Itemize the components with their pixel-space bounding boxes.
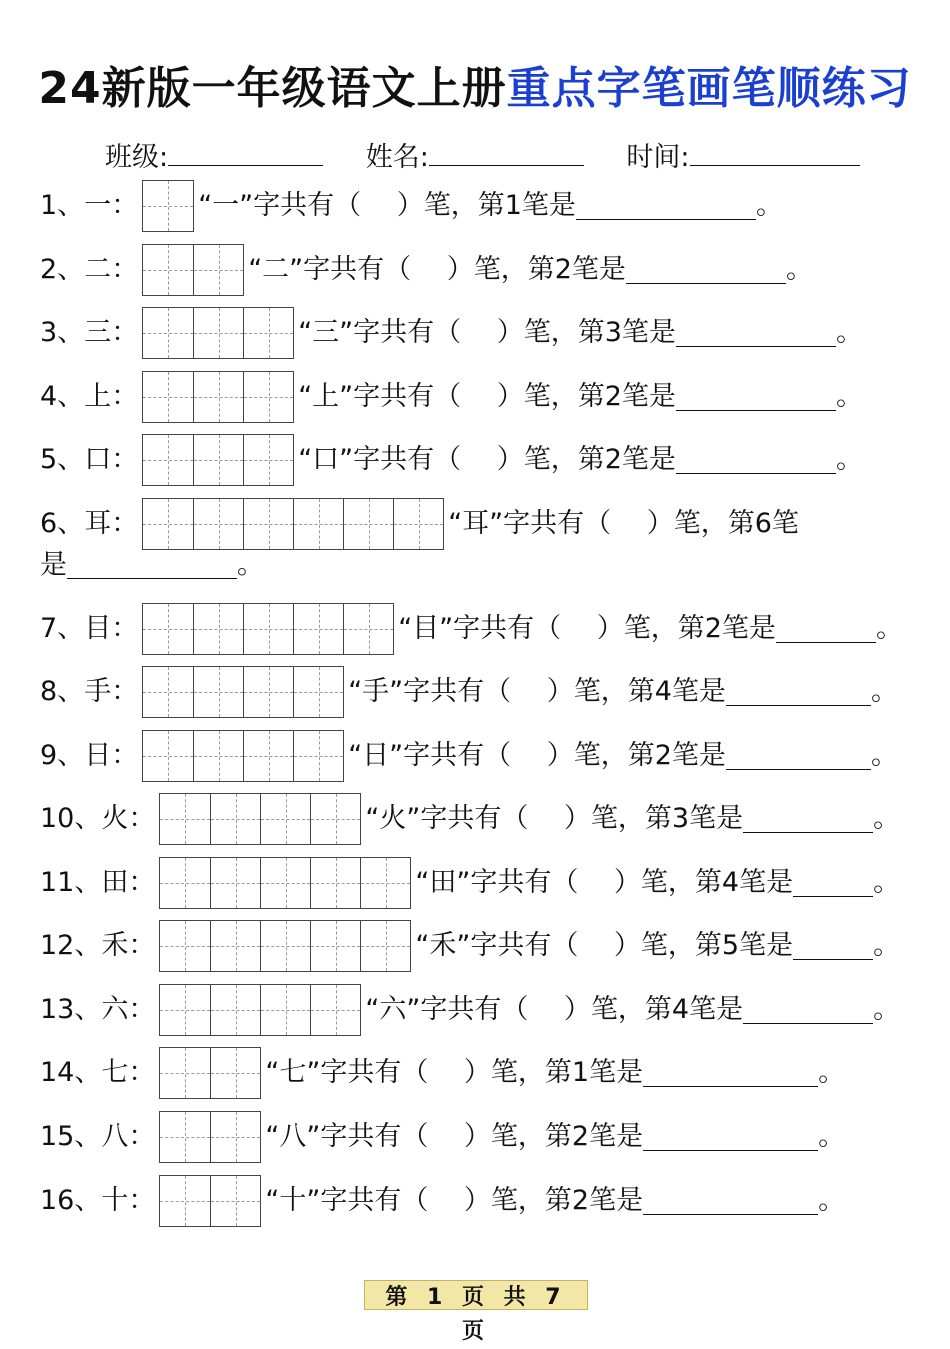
tian-zi-cell[interactable] (160, 794, 210, 844)
answer-blank[interactable] (676, 384, 836, 411)
question-character: 十 (101, 1185, 129, 1216)
answer-blank[interactable] (743, 806, 873, 833)
writing-grid[interactable] (142, 244, 244, 296)
tian-zi-cell[interactable] (243, 308, 293, 358)
period-mark: 。 (875, 613, 903, 644)
question-text: “田”字共有（ ）笔，第4笔是 (415, 867, 794, 898)
tian-zi-cell[interactable] (210, 858, 260, 908)
question-character: 田 (101, 867, 129, 898)
question-character: 七 (101, 1057, 129, 1088)
tian-zi-cell[interactable] (343, 499, 393, 549)
answer-blank[interactable] (726, 743, 871, 770)
question-character: 耳 (84, 508, 112, 539)
tian-zi-cell[interactable] (243, 667, 293, 717)
question-character: 禾 (101, 930, 129, 961)
tian-zi-cell[interactable] (210, 1112, 260, 1162)
writing-grid[interactable] (159, 1111, 261, 1163)
colon-separator: ： (128, 1057, 156, 1088)
tian-zi-cell[interactable] (293, 667, 343, 717)
tian-zi-cell[interactable] (293, 604, 343, 654)
tian-zi-cell[interactable] (310, 794, 360, 844)
page-number-badge (364, 1280, 588, 1344)
tian-zi-cell[interactable] (143, 731, 193, 781)
period-mark: 。 (818, 1057, 846, 1088)
title-prefix: 24新版一年级语文上册 (38, 63, 507, 114)
tian-zi-cell[interactable] (260, 858, 310, 908)
answer-blank[interactable] (576, 193, 756, 220)
writing-grid[interactable] (142, 603, 394, 655)
colon-separator: ： (111, 613, 139, 644)
tian-zi-cell[interactable] (310, 858, 360, 908)
question-text: “耳”字共有（ ）笔，第6笔 (448, 508, 799, 539)
question-row (40, 603, 903, 655)
tian-zi-cell[interactable] (293, 731, 343, 781)
tian-zi-cell[interactable] (193, 604, 243, 654)
question-number: 13、 (40, 994, 102, 1025)
period-mark: 。 (835, 317, 863, 348)
period-mark: 。 (818, 1121, 846, 1152)
question-number: 14、 (40, 1057, 102, 1088)
tian-zi-cell[interactable] (143, 499, 193, 549)
question-text: “上”字共有（ ）笔，第2笔是 (298, 381, 676, 412)
question-row (40, 180, 783, 232)
tian-zi-cell[interactable] (293, 499, 343, 549)
period-mark: 。 (873, 867, 901, 898)
colon-separator: ： (128, 1185, 156, 1216)
colon-separator: ： (111, 676, 139, 707)
question-row (40, 307, 863, 359)
tian-zi-cell[interactable] (193, 499, 243, 549)
question-row (40, 730, 898, 782)
question-number: 15、 (40, 1121, 102, 1152)
colon-separator: ： (111, 508, 139, 539)
question-character: 六 (101, 994, 129, 1025)
colon-separator: ： (111, 740, 139, 771)
tian-zi-cell[interactable] (160, 1112, 210, 1162)
period-mark: 。 (873, 930, 901, 961)
tian-zi-cell[interactable] (160, 985, 210, 1035)
question-row (40, 793, 900, 845)
tian-zi-cell[interactable] (243, 731, 293, 781)
tian-zi-cell[interactable] (160, 1048, 210, 1098)
answer-blank[interactable] (793, 933, 873, 960)
writing-grid[interactable] (159, 920, 411, 972)
writing-grid[interactable] (142, 434, 294, 486)
colon-separator: ： (111, 317, 139, 348)
tian-zi-cell[interactable] (160, 921, 210, 971)
question-row (40, 1175, 845, 1227)
question-text: “目”字共有（ ）笔，第2笔是 (398, 613, 776, 644)
period-mark: 。 (785, 254, 813, 285)
writing-grid[interactable] (159, 1047, 261, 1099)
period-mark: 。 (870, 740, 898, 771)
period-mark: 。 (873, 994, 901, 1025)
question-number: 3、 (40, 317, 85, 348)
tian-zi-cell[interactable] (193, 731, 243, 781)
answer-blank[interactable] (643, 1188, 818, 1215)
writing-grid[interactable] (159, 1175, 261, 1227)
question-text: “日”字共有（ ）笔，第2笔是 (348, 740, 726, 771)
name-field[interactable] (429, 139, 584, 166)
name-label: 姓名: (365, 142, 429, 173)
colon-separator: ： (111, 381, 139, 412)
page-number-label: 第 1 页 共 7 页 (385, 1285, 567, 1344)
writing-grid[interactable] (142, 666, 344, 718)
tian-zi-cell[interactable] (260, 921, 310, 971)
tian-zi-cell[interactable] (360, 858, 410, 908)
tian-zi-cell[interactable] (343, 604, 393, 654)
tian-zi-cell[interactable] (143, 181, 193, 231)
question-number: 7、 (40, 613, 85, 644)
tian-zi-cell[interactable] (243, 499, 293, 549)
question-character: 八 (101, 1121, 129, 1152)
question-character: 三 (84, 317, 112, 348)
tian-zi-cell[interactable] (243, 372, 293, 422)
writing-grid[interactable] (142, 307, 294, 359)
question-text: “口”字共有（ ）笔，第2笔是 (298, 444, 676, 475)
tian-zi-cell[interactable] (210, 921, 260, 971)
tian-zi-cell[interactable] (143, 435, 193, 485)
question-number: 1、 (40, 190, 85, 221)
question-number: 4、 (40, 381, 85, 412)
question-row (40, 434, 863, 486)
time-label: 时间: (626, 142, 690, 173)
tian-zi-cell[interactable] (310, 921, 360, 971)
question-character: 目 (84, 613, 112, 644)
writing-grid[interactable] (159, 857, 411, 909)
answer-blank[interactable] (676, 447, 836, 474)
question-row (40, 1047, 845, 1099)
tian-zi-cell[interactable] (193, 372, 243, 422)
tian-zi-cell[interactable] (210, 985, 260, 1035)
tian-zi-cell[interactable] (310, 985, 360, 1035)
period-mark: 。 (755, 190, 783, 221)
tian-zi-cell[interactable] (243, 604, 293, 654)
question-number: 10、 (40, 803, 102, 834)
question-character: 上 (84, 381, 112, 412)
tian-zi-cell[interactable] (193, 667, 243, 717)
question-text: “二”字共有（ ）笔，第2笔是 (248, 254, 626, 285)
question-character: 手 (84, 676, 112, 707)
writing-grid[interactable] (142, 180, 194, 232)
colon-separator: ： (111, 254, 139, 285)
period-mark: 。 (870, 676, 898, 707)
tian-zi-cell[interactable] (160, 1176, 210, 1226)
tian-zi-cell[interactable] (360, 921, 410, 971)
period-mark: 。 (873, 803, 901, 834)
writing-grid[interactable] (159, 984, 361, 1036)
answer-blank[interactable] (743, 997, 873, 1024)
question-text: “七”字共有（ ）笔，第1笔是 (265, 1057, 644, 1088)
writing-grid[interactable] (142, 371, 294, 423)
question-text: “禾”字共有（ ）笔，第5笔是 (415, 930, 794, 961)
time-field[interactable] (690, 139, 860, 166)
period-mark: 。 (237, 549, 264, 581)
answer-blank[interactable] (676, 320, 836, 347)
question-text: “三”字共有（ ）笔，第3笔是 (298, 317, 676, 348)
colon-separator: ： (128, 867, 156, 898)
question-text: “八”字共有（ ）笔，第2笔是 (265, 1121, 644, 1152)
question-row (40, 857, 900, 909)
question-character: 口 (84, 444, 112, 475)
question-text-continuation: 是 (40, 549, 67, 581)
question-row (40, 244, 813, 296)
question-text: “六”字共有（ ）笔，第4笔是 (365, 994, 744, 1025)
period-mark: 。 (835, 444, 863, 475)
question-row-continuation (40, 543, 264, 588)
question-row (40, 920, 900, 972)
colon-separator: ： (128, 930, 156, 961)
tian-zi-cell[interactable] (193, 435, 243, 485)
tian-zi-cell[interactable] (143, 245, 193, 295)
tian-zi-cell[interactable] (143, 372, 193, 422)
question-number: 9、 (40, 740, 85, 771)
question-character: 二 (84, 254, 112, 285)
tian-zi-cell[interactable] (260, 985, 310, 1035)
question-number: 8、 (40, 676, 85, 707)
class-label: 班级: (105, 142, 169, 173)
title-highlight: 重点字笔画笔顺练习 (506, 63, 912, 114)
period-mark: 。 (818, 1185, 846, 1216)
question-number: 5、 (40, 444, 85, 475)
tian-zi-cell[interactable] (260, 794, 310, 844)
answer-blank[interactable] (67, 552, 237, 579)
question-row (40, 1111, 845, 1163)
question-text: “火”字共有（ ）笔，第3笔是 (365, 803, 744, 834)
writing-grid[interactable] (142, 730, 344, 782)
question-number: 6、 (40, 508, 85, 539)
answer-blank[interactable] (726, 679, 871, 706)
class-field[interactable] (168, 139, 323, 166)
question-row (40, 371, 863, 423)
colon-separator: ： (111, 444, 139, 475)
question-character: 火 (101, 803, 129, 834)
question-number: 12、 (40, 930, 102, 961)
question-text: “十”字共有（ ）笔，第2笔是 (265, 1185, 644, 1216)
answer-blank[interactable] (643, 1124, 818, 1151)
answer-blank[interactable] (626, 257, 786, 284)
question-character: 一 (84, 190, 112, 221)
question-number: 11、 (40, 867, 102, 898)
colon-separator: ： (128, 803, 156, 834)
colon-separator: ： (128, 1121, 156, 1152)
tian-zi-cell[interactable] (143, 308, 193, 358)
tian-zi-cell[interactable] (193, 245, 243, 295)
period-mark: 。 (835, 381, 863, 412)
tian-zi-cell[interactable] (210, 794, 260, 844)
colon-separator: ： (111, 190, 139, 221)
question-text: “一”字共有（ ）笔，第1笔是 (198, 190, 576, 221)
colon-separator: ： (128, 994, 156, 1025)
worksheet-title (0, 58, 950, 120)
answer-blank[interactable] (776, 616, 876, 643)
tian-zi-cell[interactable] (210, 1176, 260, 1226)
answer-blank[interactable] (643, 1060, 818, 1087)
answer-blank[interactable] (793, 870, 873, 897)
tian-zi-cell[interactable] (393, 499, 443, 549)
question-row (40, 984, 900, 1036)
question-text: “手”字共有（ ）笔，第4笔是 (348, 676, 726, 707)
tian-zi-cell[interactable] (143, 604, 193, 654)
tian-zi-cell[interactable] (243, 435, 293, 485)
tian-zi-cell[interactable] (193, 308, 243, 358)
question-character: 日 (84, 740, 112, 771)
tian-zi-cell[interactable] (143, 667, 193, 717)
tian-zi-cell[interactable] (210, 1048, 260, 1098)
question-number: 2、 (40, 254, 85, 285)
question-row (40, 666, 898, 718)
student-info-row (105, 138, 894, 178)
tian-zi-cell[interactable] (160, 858, 210, 908)
question-number: 16、 (40, 1185, 102, 1216)
writing-grid[interactable] (159, 793, 361, 845)
